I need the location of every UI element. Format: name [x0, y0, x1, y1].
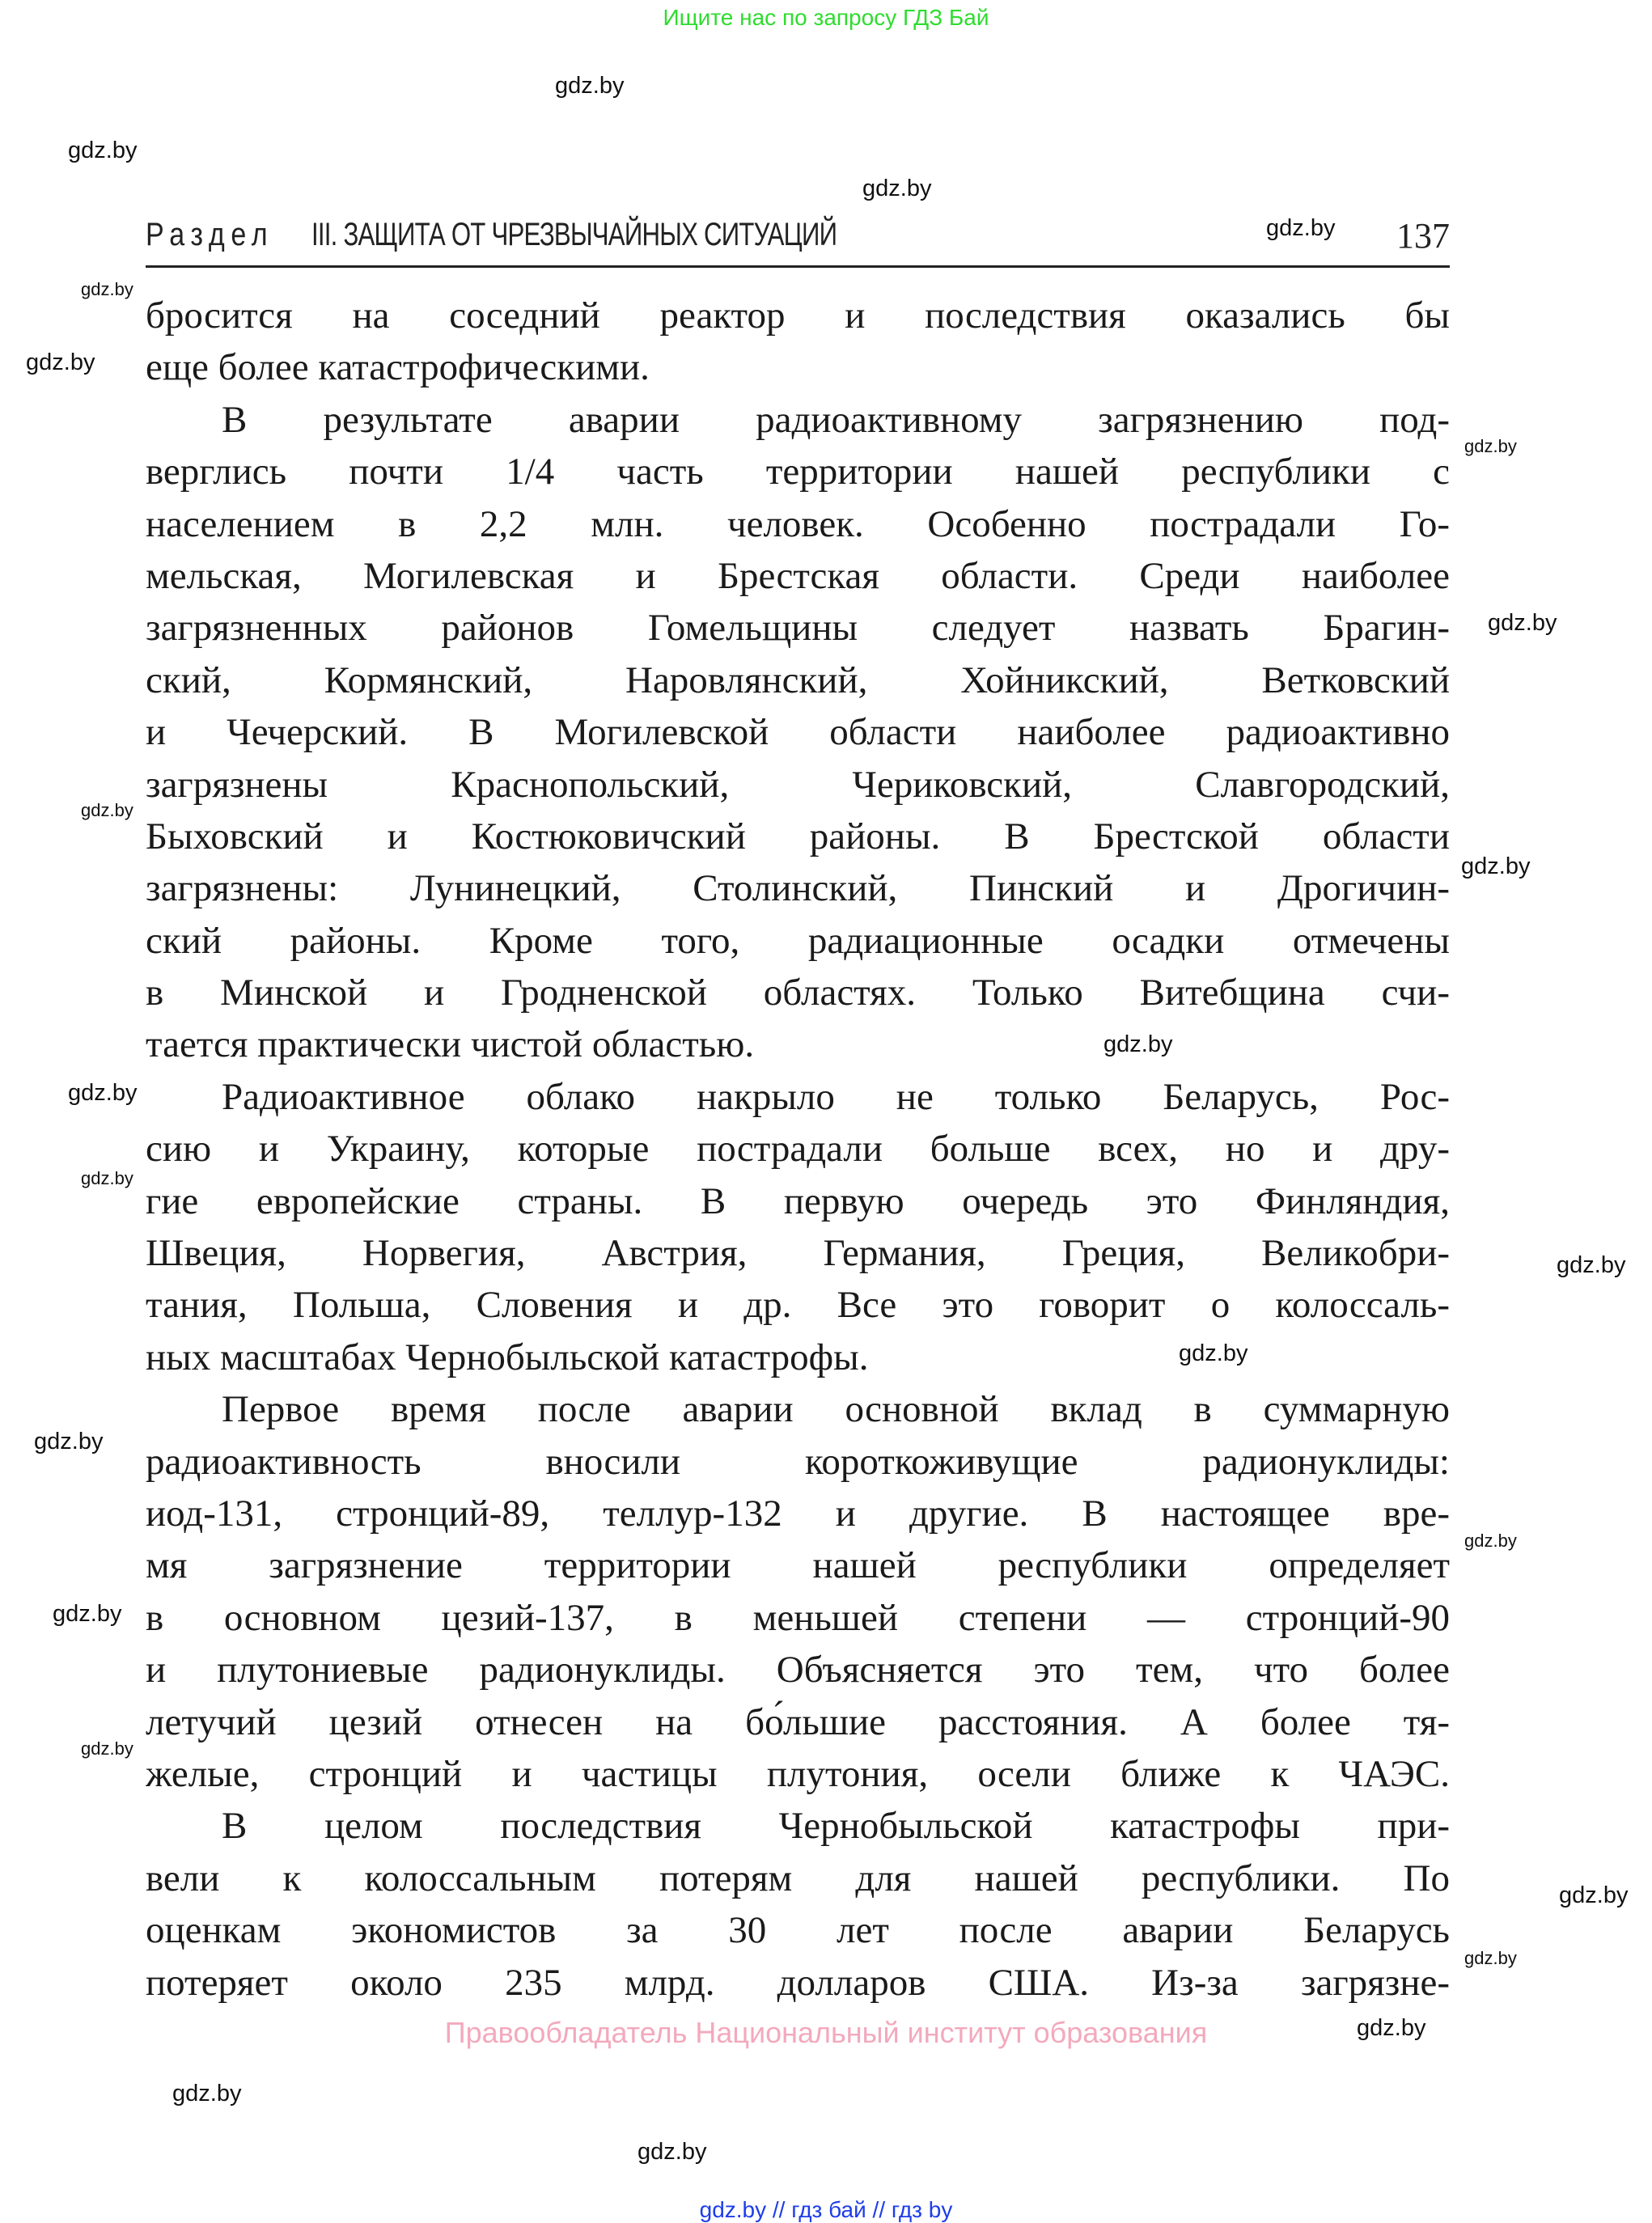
watermark: gdz.by [26, 349, 95, 375]
text-line: оценкам экономистов за 30 лет после аварии Беларусь [146, 1909, 1450, 1952]
text-line: загрязнены: Лунинецкий, Столинский, Пинский и Дрогичин- [146, 867, 1450, 910]
watermark: gdz.by [1357, 2015, 1426, 2041]
top-banner: Ищите нас по запросу ГДЗ Бай [663, 5, 989, 30]
text-line: верглись почти 1/4 часть территории нашей республики с [146, 451, 1450, 493]
copyright-notice: Правообладатель Национальный институт образования [444, 2016, 1208, 2049]
text-line: Первое время после аварии основной вклад в суммарную [222, 1388, 1450, 1431]
text-line: В результате аварии радиоактивному загрязнению под- [222, 398, 1450, 441]
text-line: тается практически чистой областью. [146, 1023, 755, 1066]
watermark: gdz.by [53, 1601, 122, 1627]
watermark: gdz.by [34, 1429, 104, 1454]
text-line: Быховский и Костюковичский районы. В Брестской области [146, 815, 1450, 857]
text-line: Радиоактивное облако накрыло не только Беларусь, Рос- [222, 1075, 1450, 1118]
text-line: радиоактивность вносили короткоживущие радионуклиды: [146, 1440, 1450, 1483]
watermark: gdz.by [172, 2081, 242, 2107]
watermark: gdz.by [1461, 853, 1531, 879]
text-line: бросится на соседний реактор и последствия оказались бы [146, 294, 1450, 337]
watermark: gdz.by [81, 1738, 133, 1759]
text-line: и Чечерский. В Могилевской области наиболее радиоактивно [146, 711, 1450, 754]
text-line: сию и Украину, которые пострадали больше всех, но и дру- [146, 1128, 1450, 1171]
text-line: Швеция, Норвегия, Австрия, Германия, Греция, Великобри- [146, 1232, 1450, 1275]
text-line: ский районы. Кроме того, радиационные осадки отмечены [146, 919, 1450, 962]
page-number: 137 [1396, 216, 1450, 256]
watermark: gdz.by [81, 279, 133, 299]
header-rule [146, 265, 1450, 268]
section-word: Раздел [146, 217, 274, 252]
watermark: gdz.by [1464, 436, 1517, 456]
watermark: gdz.by [1179, 1340, 1248, 1366]
watermark: gdz.by [1266, 215, 1336, 241]
watermark: gdz.by [638, 2139, 707, 2165]
text-line: тания, Польша, Словения и др. Все это говорит о колоссаль- [146, 1284, 1450, 1327]
watermark: gdz.by [68, 1080, 138, 1106]
watermark: gdz.by [555, 73, 625, 99]
watermark: gdz.by [1103, 1031, 1173, 1057]
watermark: gdz.by [81, 800, 133, 820]
text-line: желые, стронций и частицы плутония, осели ближе к ЧАЭС. [146, 1752, 1450, 1795]
text-line: мельская, Могилевская и Брестская области. Среди наиболее [146, 554, 1450, 597]
text-line: еще более катастрофическими. [146, 346, 650, 389]
text-line: мя загрязнение территории нашей республики определяет [146, 1544, 1450, 1587]
text-line: В целом последствия Чернобыльской катастрофы при- [222, 1805, 1450, 1848]
text-line: в Минской и Гродненской областях. Только Витебщина счи- [146, 972, 1450, 1014]
text-line: загрязненных районов Гомельщины следует назвать Брагин- [146, 607, 1450, 650]
text-line: потеряет около 235 млрд. долларов США. Из-за загрязне- [146, 1961, 1450, 2004]
body-text [146, 290, 1450, 2009]
text-line: в основном цезий-137, в меньшей степени — стронций-90 [146, 1596, 1450, 1639]
watermark: gdz.by [81, 1168, 133, 1188]
section-title: III. ЗАЩИТА ОТ ЧРЕЗВЫЧАЙНЫХ СИТУАЦИЙ [311, 217, 837, 252]
text-line: загрязнены Краснопольский, Чериковский, Славгородский, [146, 763, 1450, 806]
text-line: ных масштабах Чернобыльской катастрофы. [146, 1336, 869, 1378]
watermark: gdz.by [1464, 1948, 1517, 1968]
running-header [146, 217, 1450, 259]
watermark: gdz.by [1488, 610, 1557, 636]
text-line: летучий цезий отнесен на бо́льшие расстояния. А более тя- [146, 1700, 1450, 1743]
watermark: gdz.by [68, 138, 138, 163]
text-line: ский, Кормянский, Наровлянский, Хойникский, Ветковский [146, 658, 1450, 701]
watermark: gdz.by [1464, 1531, 1517, 1551]
text-line: и плутониевые радионуклиды. Объясняется это тем, что более [146, 1649, 1450, 1692]
watermark: gdz.by [1557, 1252, 1626, 1278]
footer-links[interactable]: gdz.by // гдз бай // гдз by [699, 2197, 953, 2222]
text-line: вели к колоссальным потерям для нашей республики. По [146, 1857, 1450, 1899]
text-line: гие европейские страны. В первую очередь это Финляндия, [146, 1179, 1450, 1222]
watermark: gdz.by [862, 176, 932, 201]
text-line: населением в 2,2 млн. человек. Особенно пострадали Го- [146, 502, 1450, 545]
watermark: gdz.by [1559, 1882, 1629, 1908]
text-line: иод-131, стронций-89, теллур-132 и другие. В настоящее вре- [146, 1492, 1450, 1535]
